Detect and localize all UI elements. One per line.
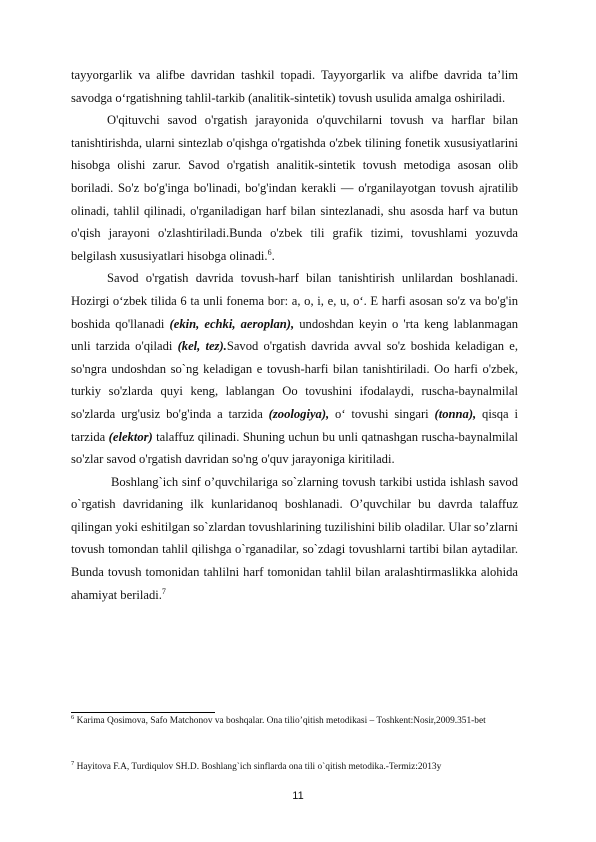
footnote-ref-7[interactable]: 7 [161, 586, 166, 596]
paragraph-4-text: Boshlang`ich sinf o’quvchilariga so`zlarning tovush tarkibi ustida ishlash savod o`rgatish davridaning ilk kunlaridanoq boshlanadi. O’quvchilar bu davrda talaffuz qilingan yoki eshitilgan so`zlardan tovushlarining tuzilishini bilib oladilar. Ular so’zlarni tovush tomondan tahlil qilishga o`rganadilar, so`zdagi tovushlarni tartibi bilan aytadilar. Bunda tovush tomonidan tahlilni harf tomonidan tahlil bilan aralashtirmaslikka alohida ahamiyat beriladi. [71, 474, 518, 602]
example-words-e-after-consonant: (kel, tez). [177, 339, 227, 354]
paragraph-3-text-i: qisqa i tarzida [71, 406, 518, 444]
paragraph-3-text-c: undoshdan keyin o 'rta keng lablanmagan unli tarzida o'qiladi [71, 316, 519, 354]
footnote-ref-6[interactable]: 6 [267, 247, 272, 257]
paragraph-4 [71, 471, 518, 607]
footnote-6-text: Karima Qosimova, Safo Matchonov va boshqalar. Ona tilio’qitish metodikasi – Toshkent:Nosir,2009.351-bet [74, 716, 486, 726]
example-words-e-initial: (ekin, echki, aeroplan), [169, 316, 295, 331]
paragraph-3-text-a: Savod o'rgatish davrida tovush-harf bilan tanishtirish unlilardan boshlanadi. Hozirgi o‘zbek tilida 6 ta unli fonema bor: a, o, i, e, u, o‘. E harfi asosan so'z va bo'g'in boshida qo'llanadi [71, 271, 518, 331]
paragraph-3 [71, 267, 518, 470]
footnote-7-text: Hayitova F.A, Turdiqulov SH.D. Boshlang`ich sinflarda ona tili o`qitish metodika.-Termiz:2013y [74, 762, 442, 772]
paragraph-2-end: . [271, 248, 275, 263]
paragraph-3-text-g: o‘ tovushi singari [329, 406, 435, 421]
example-word-zoologiya: (zoologiya), [268, 406, 330, 421]
page-number: 11 [292, 790, 304, 802]
paragraph-2 [71, 109, 518, 267]
footnote-6-number: 6 [71, 713, 75, 721]
paragraph-3-text-k: talaffuz qilinadi. Shuning uchun bu unli qatnashgan ruscha-baynalmilal so'zlar savod o'rgatish davridan so'ng o'quv jarayoniga kiritiladi. [71, 429, 518, 467]
example-word-tonna: (tonna), [434, 406, 477, 421]
footnote-7 [71, 761, 441, 773]
page-body [71, 64, 518, 606]
paragraph-3-text-e: Savod o'rgatish davrida avval so'z boshida keladigan e, so'ngra undoshdan so`ng keladigan e tovush-harfi bilan tanishtiriladi. Oo harfi o'zbek, turkiy so'zlarda quyi keng, lablangan Oo tovushini ifodalaydi, ruscha-baynalmilal so'zlarda urg'usiz bo'g'inda a tarzida [71, 339, 518, 421]
example-word-elektor: (elektor) [108, 429, 153, 444]
footnote-7-number: 7 [71, 759, 75, 767]
paragraph-2-text: O'qituvchi savod o'rgatish jarayonida o'quvchilarni tovush va harflar bilan tanishtirishda, ularni sintezlab o'qishga o'rgatishda o'zbek tilining fonetik xususiyatlarini hisobga olishi zarur. Savod o'rgatish analitik-sintetik tovush metodiga asosan olib boriladi. So'z bo'g'inga bo'linadi, bo'g'indan kerakli — o'rganilayotgan tovush ajratilib olinadi, tahlil qilinadi, o'rganiladigan harf bilan sintezlanadi, shu asosda harf va butun o'qish jarayoni o'zlashtiriladi.Bunda o'zbek tili grafik tizimi, tovushlami yozuvda belgilash xususiyatlari hisobga olinadi. [71, 113, 518, 263]
footnote-6 [71, 715, 486, 727]
footnote-divider [71, 712, 215, 713]
paragraph-1: tayyorgarlik va alifbe davridan tashkil topadi. Tayyorgarlik va alifbe davrida ta’lim savodga o‘rgatishning tahlil-tarkib (analitik-sintetik) tovush usulida amalga oshiriladi. [71, 68, 518, 105]
